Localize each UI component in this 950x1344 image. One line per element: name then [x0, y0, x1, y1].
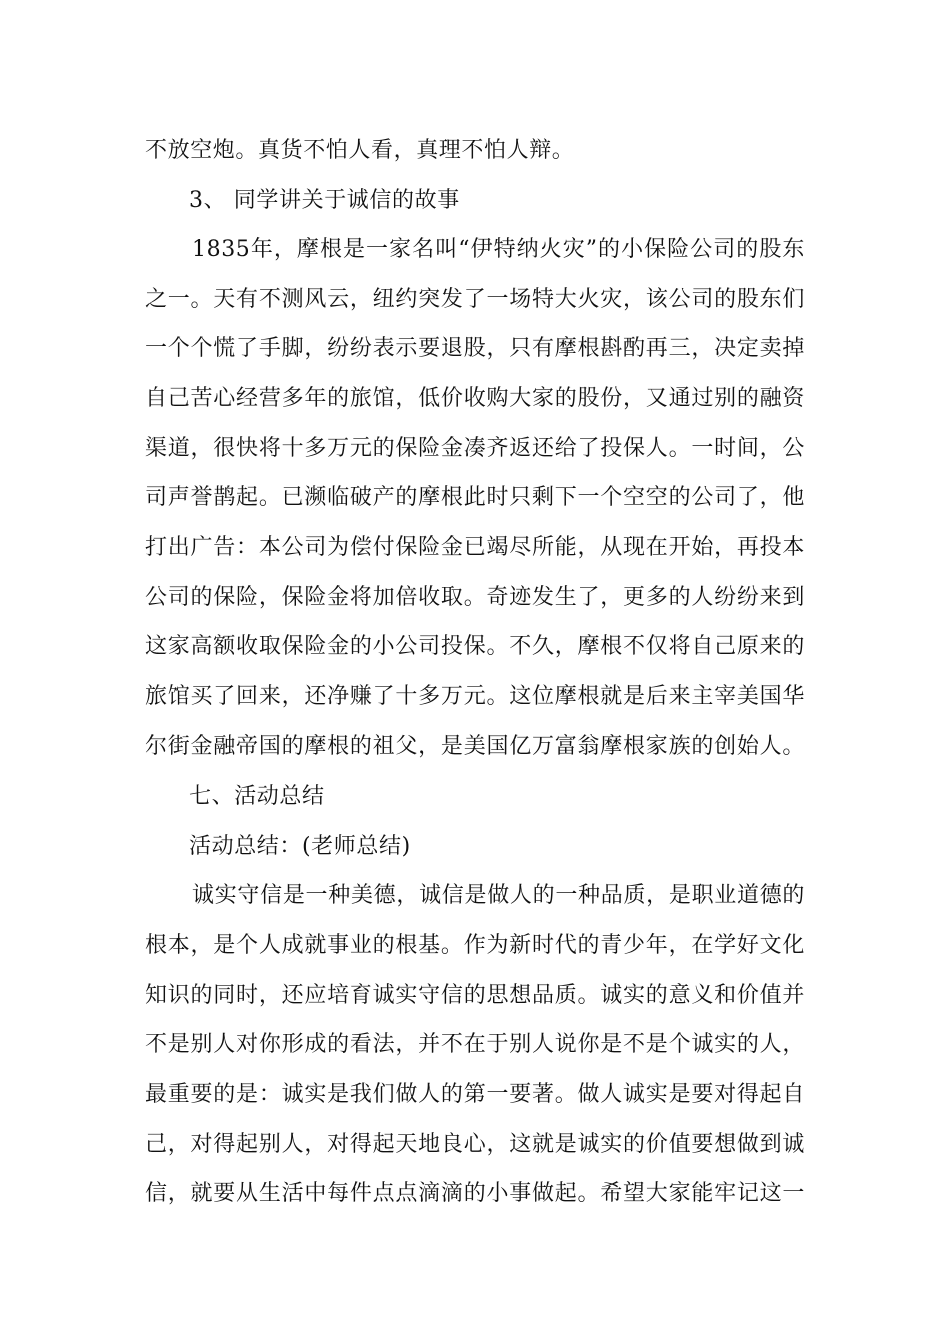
paragraph-line: 不放空炮。真货不怕人看，真理不怕人辩。 — [145, 138, 575, 163]
paragraph-line: 渠道，很快将十多万元的保险金凑齐返还给了投保人。一时间，公 — [145, 436, 805, 461]
paragraph-line: 这家高额收取保险金的小公司投保。不久，摩根不仅将自己原来的 — [145, 634, 805, 659]
paragraph-line: 司声誉鹊起。已濒临破产的摩根此时只剩下一个空空的公司了，他 — [145, 485, 805, 510]
paragraph-line: 诚实守信是一种美德，诚信是做人的一种品质，是职业道德的 — [192, 883, 805, 908]
paragraph-line: 之一。天有不测风云，纽约突发了一场特大火灾，该公司的股东们 — [145, 287, 805, 312]
paragraph-line: 一个个慌了手脚，纷纷表示要退股，只有摩根斟酌再三，决定卖掉 — [145, 336, 805, 361]
subheading: 活动总结：(老师总结) — [189, 834, 411, 859]
paragraph-line: 1835年，摩根是一家名叫“伊特纳火灾”的小保险公司的股东 — [192, 237, 805, 262]
paragraph-line: 自己苦心经营多年的旅馆，低价收购大家的股份，又通过别的融资 — [145, 386, 805, 411]
paragraph-line: 知识的同时，还应培育诚实守信的思想品质。诚实的意义和价值并 — [145, 983, 805, 1008]
paragraph-line: 尔街金融帝国的摩根的祖父，是美国亿万富翁摩根家族的创始人。 — [145, 734, 805, 759]
paragraph-line: 己，对得起别人，对得起天地良心，这就是诚实的价值要想做到诚 — [145, 1132, 805, 1157]
section-heading: 七、活动总结 — [189, 784, 325, 809]
paragraph-line: 信，就要从生活中每件点点滴滴的小事做起。希望大家能牢记这一 — [145, 1181, 805, 1206]
paragraph-line: 最重要的是：诚实是我们做人的第一要著。做人诚实是要对得起自 — [145, 1082, 805, 1107]
paragraph-line: 旅馆买了回来，还净赚了十多万元。这位摩根就是后来主宰美国华 — [145, 684, 805, 709]
paragraph-line: 不是别人对你形成的看法，并不在于别人说你是不是个诚实的人， — [145, 1032, 805, 1057]
paragraph-line: 打出广告：本公司为偿付保险金已竭尽所能，从现在开始，再投本 — [145, 535, 805, 560]
paragraph-line: 根本，是个人成就事业的根基。作为新时代的青少年，在学好文化 — [145, 933, 805, 958]
section-heading: 3、 同学讲关于诚信的故事 — [189, 188, 460, 213]
paragraph-line: 公司的保险，保险金将加倍收取。奇迹发生了，更多的人纷纷来到 — [145, 585, 805, 610]
